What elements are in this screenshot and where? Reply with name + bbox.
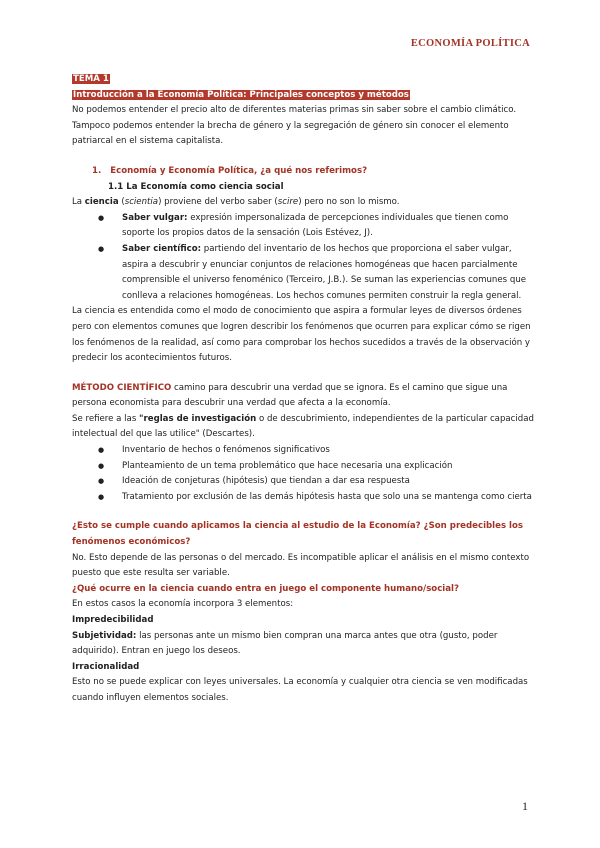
metodo-label: MÉTODO CIENTÍFICO <box>72 382 172 393</box>
answer-2: En estos casos la economía incorpora 3 elementos: <box>72 599 294 610</box>
page-number: 1 <box>522 799 528 813</box>
section-1-title: Economía y Economía Política, ¿a qué nos referimos? <box>110 165 368 176</box>
bullet-term: Saber vulgar: <box>122 212 188 223</box>
section-1-number: 1. <box>92 165 102 176</box>
list-item <box>112 211 534 242</box>
list-item: ● Inventario de hechos o fenómenos significativos <box>112 443 534 459</box>
question-2: ¿Qué ocurre en la ciencia cuando entra en juego el componente humano/social? <box>72 583 459 594</box>
list-item: ● Tratamiento por exclusión de las demás hipótesis hasta que solo una se mantenga como cierta <box>112 490 534 506</box>
element-irracionalidad: Irracionalidad <box>72 661 140 672</box>
bullet-text: expresión impersonalizada de percepciones individuales que tienen como soporte los propios datos de la sensación (Lois Estévez, J). <box>122 212 509 239</box>
text-fragment: La <box>72 197 85 208</box>
text-fragment: ) pero no son lo mismo. <box>298 197 400 208</box>
text-fragment: ) proviene del verbo saber ( <box>158 197 278 208</box>
text-fragment: o de descubrimiento, independientes de la particular capacidad intelectual del que las utilice" (Descartes). <box>72 413 534 440</box>
bullet-term: Saber científico: <box>122 243 202 254</box>
text-fragment: Se refiere a las <box>72 413 140 424</box>
bullet-text: partiendo del inventario de los hechos que proporciona el saber vulgar, aspira a descubrir y enunciar conjuntos de relaciones homogéneas que hacen parcialmente comprensible el universo fenoménico (Terceiro, J.B.). Se suman las experiencias comunes que conlleva a relaciones homogéneas. Los hechos comunes permiten construir la regla general. <box>122 243 527 301</box>
scientia-term: scientia <box>124 197 159 208</box>
list-item <box>112 242 534 304</box>
tema-subtitle: Introducción a la Economía Política: Principales conceptos y métodos <box>73 89 409 100</box>
document-body <box>72 72 534 707</box>
subsection-title: La Economía como ciencia social <box>126 181 284 192</box>
metodo-reference <box>72 412 534 443</box>
element-impredecibilidad: Impredecibilidad <box>72 615 154 625</box>
tema-label: TEMA 1 <box>73 74 109 84</box>
subsection-1-1-heading <box>72 180 534 196</box>
metodo-paragraph <box>72 381 534 412</box>
ciencia-definition <box>72 195 534 211</box>
subjetividad-text: las personas ante un mismo bien compran una marca antes que otra (gusto, poder adquirido). Entran en juego los deseos. <box>72 630 498 657</box>
intro-paragraph: No podemos entender el precio alto de diferentes materias primas sin saber sobre el cambio climático. Tampoco podemos entender la brecha de género y la segregación de género sin conocer el elemento patriarcal en el sistema capitalista. <box>72 105 517 147</box>
metodo-steps-list <box>72 443 534 505</box>
scire-term: scire <box>277 197 299 208</box>
answer-1: No. Esto depende de las personas o del mercado. Es incompatible aplicar el análisis en el mismo contexto puesto que este resulta ser variable. <box>72 552 530 579</box>
document-header-title: ECONOMÍA POLÍTICA <box>410 38 530 49</box>
reglas-term: "reglas de investigación <box>139 413 257 424</box>
metodo-text: camino para descubrir una verdad que se ignora. Es el camino que sigue una persona economista para descubrir una verdad que afecta a la economía. <box>72 382 508 409</box>
closing-paragraph: Esto no se puede explicar con leyes universales. La economía y cualquier otra ciencia se ven modificadas cuando influyen elementos sociales. <box>72 677 528 703</box>
ciencia-term: ciencia <box>84 197 119 208</box>
subjetividad-term: Subjetividad: <box>72 630 137 641</box>
list-item: ● Planteamiento de un tema problemático que hace necesaria una explicación <box>112 459 534 475</box>
element-subjetividad <box>72 629 534 660</box>
ciencia-paragraph: La ciencia es entendida como el modo de conocimiento que aspira a formular leyes de diversos órdenes pero con elementos comunes que logren describir los fenómenos que ocurren para explicar cómo se rigen los fenómenos de la realidad, así como para comprobar los hechos sucedidos a través de la observación y predecir los acontecimientos futuros. <box>72 306 531 364</box>
subsection-number: 1.1 <box>108 181 124 192</box>
text-fragment: ( <box>118 197 125 208</box>
question-1: ¿Esto se cumple cuando aplicamos la ciencia al estudio de la Economía? ¿Son predecibles los fenómenos económicos? <box>72 521 524 548</box>
saber-list <box>72 211 534 305</box>
section-1-heading <box>72 164 534 180</box>
list-item: ● Ideación de conjeturas (hipótesis) que tiendan a dar esa respuesta <box>112 474 534 490</box>
